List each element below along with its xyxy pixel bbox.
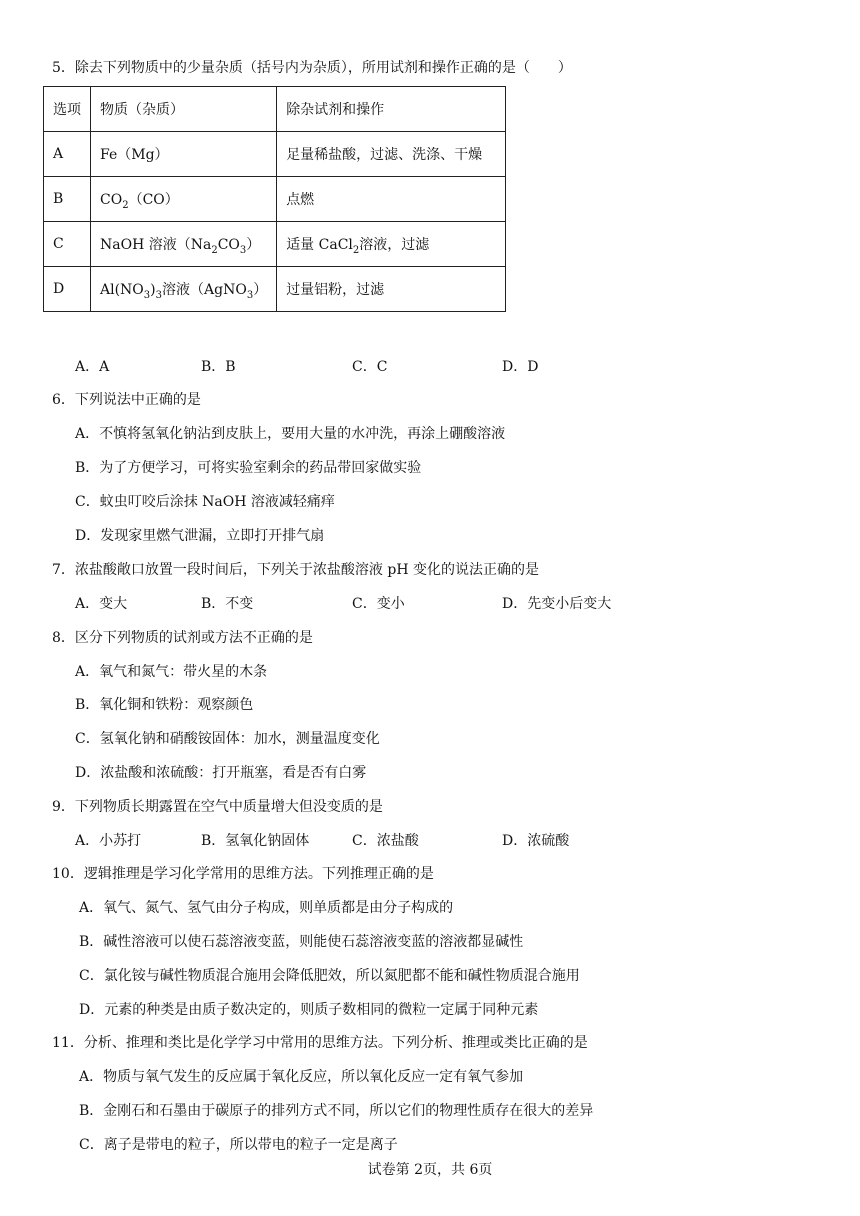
table-cell-option: D xyxy=(44,267,91,312)
q6-stem: 6．下列说法中正确的是 xyxy=(52,392,201,408)
q7-option-a: A．变大 xyxy=(75,596,128,612)
q9-option-a: A．小苏打 xyxy=(75,833,142,849)
q8-stem: 8．区分下列物质的试剂或方法不正确的是 xyxy=(52,630,313,646)
q9-option-b: B．氢氧化钠固体 xyxy=(201,833,310,849)
table-cell-option: A xyxy=(44,132,91,177)
q6-option-d: D．发现家里燃气泄漏，立即打开排气扇 xyxy=(75,528,325,544)
q9-option-d: D．浓硫酸 xyxy=(502,833,570,849)
q10-stem: 10．逻辑推理是学习化学常用的思维方法。下列推理正确的是 xyxy=(52,866,434,882)
table-row xyxy=(44,267,506,312)
q5-table xyxy=(43,86,506,312)
q10-option-a: A．氧气、氮气、氢气由分子构成，则单质都是由分子构成的 xyxy=(79,900,454,916)
q7-option-b: B．不变 xyxy=(201,596,254,612)
table-row xyxy=(44,177,506,222)
table-cell-option: B xyxy=(44,177,91,222)
q8-option-a: A．氧气和氮气：带火星的木条 xyxy=(75,664,268,680)
q8-option-c: C．氢氧化钠和硝酸铵固体：加水，测量温度变化 xyxy=(75,731,380,747)
q8-option-b: B．氧化铜和铁粉：观察颜色 xyxy=(75,697,254,713)
q9-option-c: C．浓盐酸 xyxy=(352,833,419,849)
q5-option-a: A．A xyxy=(75,359,110,375)
q7-option-c: C．变小 xyxy=(352,596,405,612)
page-footer: 试卷第 2页，共 6页 xyxy=(367,1162,493,1178)
table-cell-method: 过量铝粉，过滤 xyxy=(277,267,506,312)
table-row xyxy=(44,222,506,267)
q10-option-d: D．元素的种类是由质子数决定的，则质子数相同的微粒一定属于同种元素 xyxy=(79,1002,539,1018)
q11-option-b: B．金刚石和石墨由于碳原子的排列方式不同，所以它们的物理性质存在很大的差异 xyxy=(79,1103,594,1119)
table-cell-method: 足量稀盐酸，过滤、洗涤、干燥 xyxy=(277,132,506,177)
table-cell-substance: $Al(NO_3)_3$溶液（AgNO$_3$） xyxy=(91,267,277,312)
q5-stem: 5．除去下列物质中的少量杂质（括号内为杂质），所用试剂和操作正确的是（ ） xyxy=(52,60,572,76)
table-cell-option: C xyxy=(44,222,91,267)
table-header-cell: 选项 xyxy=(44,87,91,132)
table-cell-method: 点燃 xyxy=(277,177,506,222)
table-header-cell: 物质（杂质） xyxy=(91,87,277,132)
q11-option-a: A．物质与氧气发生的反应属于氧化反应，所以氧化反应一定有氧气参加 xyxy=(79,1069,524,1085)
q6-option-c: C．蚊虫叮咬后涂抹 NaOH 溶液减轻痛痒 xyxy=(75,494,335,510)
table-row xyxy=(44,132,506,177)
table-cell-substance: NaOH 溶液$(Na_2CO_3)$ xyxy=(91,222,277,267)
q7-stem: 7．浓盐酸敞口放置一段时间后，下列关于浓盐酸溶液 pH 变化的说法正确的是 xyxy=(52,562,539,578)
q5-option-d: D．D xyxy=(502,359,539,375)
table-cell-method: 适量 CaCl$_2$溶液，过滤 xyxy=(277,222,506,267)
q7-option-d: D．先变小后变大 xyxy=(502,596,612,612)
table-header-row xyxy=(44,87,506,132)
q10-option-c: C．氯化铵与碱性物质混合施用会降低肥效，所以氮肥都不能和碱性物质混合施用 xyxy=(79,968,580,984)
q10-option-b: B．碱性溶液可以使石蕊溶液变蓝，则能使石蕊溶液变蓝的溶液都显碱性 xyxy=(79,934,524,950)
table-cell-substance: Fe（Mg） xyxy=(91,132,277,177)
q5-option-b: B．B xyxy=(201,359,236,375)
q6-option-a: A．不慎将氢氧化钠沾到皮肤上，要用大量的水冲洗，再涂上硼酸溶液 xyxy=(75,426,506,442)
q6-option-b: B．为了方便学习，可将实验室剩余的药品带回家做实验 xyxy=(75,460,422,476)
table-cell-substance: $CO_2(CO)$ xyxy=(91,177,277,222)
q11-option-c: C．离子是带电的粒子，所以带电的粒子一定是离子 xyxy=(79,1137,398,1153)
q8-option-d: D．浓盐酸和浓硫酸：打开瓶塞，看是否有白雾 xyxy=(75,765,367,781)
q9-stem: 9．下列物质长期露置在空气中质量增大但没变质的是 xyxy=(52,799,383,815)
table-header-cell: 除杂试剂和操作 xyxy=(277,87,506,132)
q11-stem: 11．分析、推理和类比是化学学习中常用的思维方法。下列分析、推理或类比正确的是 xyxy=(52,1035,588,1051)
q5-option-c: C．C xyxy=(352,359,388,375)
